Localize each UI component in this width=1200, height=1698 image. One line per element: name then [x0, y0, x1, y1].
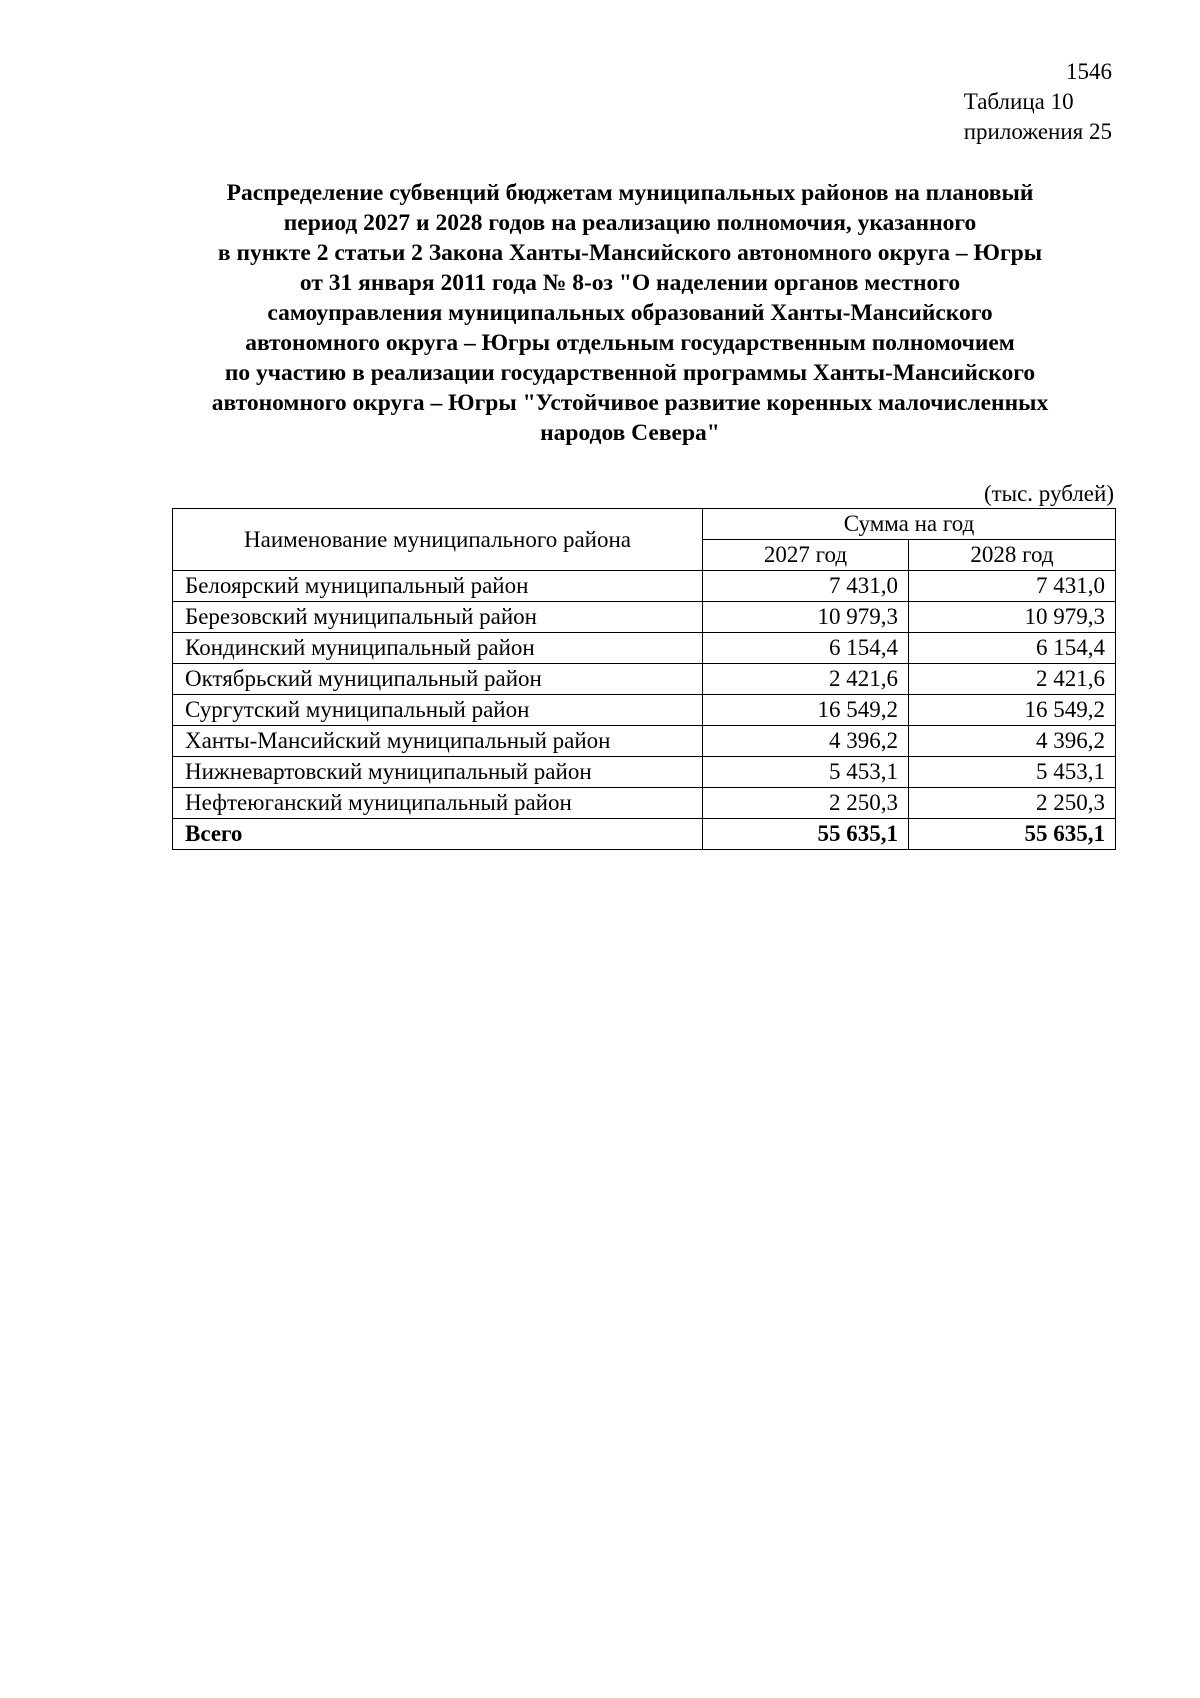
amount-2027: 2 421,6 — [703, 664, 909, 695]
units-label: (тыс. рублей) — [983, 481, 1114, 506]
amount-2028: 2 250,3 — [909, 788, 1116, 819]
subvention-table — [172, 508, 1116, 850]
amount-2028: 4 396,2 — [909, 726, 1116, 757]
title-line: народов Севера" — [540, 420, 720, 446]
table-header-row — [173, 509, 1116, 540]
amount-2028: 5 453,1 — [909, 757, 1116, 788]
amount-2028: 2 421,6 — [909, 664, 1116, 695]
amount-2027: 6 154,4 — [703, 633, 909, 664]
column-header-sum: Сумма на год — [703, 509, 1116, 540]
table-row — [173, 664, 1116, 695]
column-header-2028: 2028 год — [909, 540, 1116, 571]
column-header-name: Наименование муниципального района — [173, 509, 703, 571]
title-line: Распределение субвенций бюджетам муниципальных районов на плановый — [226, 180, 1034, 206]
table-row — [173, 695, 1116, 726]
amount-2027: 2 250,3 — [703, 788, 909, 819]
table-row — [173, 602, 1116, 633]
amount-2027: 16 549,2 — [703, 695, 909, 726]
amount-2027: 10 979,3 — [703, 602, 909, 633]
column-header-2027: 2027 год — [703, 540, 909, 571]
title-line: период 2027 и 2028 годов на реализацию полномочия, указанного — [283, 210, 977, 236]
district-name: Ханты-Мансийский муниципальный район — [173, 726, 703, 757]
district-name: Нефтеюганский муниципальный район — [173, 788, 703, 819]
document-header — [964, 57, 1112, 147]
amount-2027: 7 431,0 — [703, 571, 909, 602]
table-row — [173, 571, 1116, 602]
table-row — [173, 726, 1116, 757]
title-line: от 31 января 2011 года № 8-оз "О наделении органов местного — [299, 270, 961, 296]
title-line: автономного округа – Югры отдельным государственным полномочием — [245, 330, 1015, 356]
title-line: по участию в реализации государственной программы Ханты-Мансийского — [224, 360, 1036, 386]
district-name: Октябрьский муниципальный район — [173, 664, 703, 695]
table-row — [173, 757, 1116, 788]
total-2028: 55 635,1 — [909, 819, 1116, 850]
table-row — [173, 788, 1116, 819]
table-total-row — [173, 819, 1116, 850]
title-line: самоуправления муниципальных образований Ханты-Мансийского — [267, 300, 993, 326]
amount-2028: 10 979,3 — [909, 602, 1116, 633]
district-name: Кондинский муниципальный район — [173, 633, 703, 664]
page-number: 1546 — [1066, 59, 1112, 84]
district-name: Нижневартовский муниципальный район — [173, 757, 703, 788]
table-label: Таблица 10 — [963, 89, 1074, 114]
amount-2028: 16 549,2 — [909, 695, 1116, 726]
document-title — [150, 178, 1110, 448]
amount-2028: 7 431,0 — [909, 571, 1116, 602]
appendix-label: приложения 25 — [963, 119, 1112, 144]
district-name: Белоярский муниципальный район — [173, 571, 703, 602]
amount-2027: 4 396,2 — [703, 726, 909, 757]
amount-2028: 6 154,4 — [909, 633, 1116, 664]
amount-2027: 5 453,1 — [703, 757, 909, 788]
district-name: Сургутский муниципальный район — [173, 695, 703, 726]
title-line: в пункте 2 статьи 2 Закона Ханты-Мансийского автономного округа – Югры — [217, 240, 1043, 266]
district-name: Березовский муниципальный район — [173, 602, 703, 633]
total-2027: 55 635,1 — [703, 819, 909, 850]
table-row — [173, 633, 1116, 664]
total-label: Всего — [173, 819, 703, 850]
title-line: автономного округа – Югры "Устойчивое развитие коренных малочисленных — [211, 390, 1049, 416]
